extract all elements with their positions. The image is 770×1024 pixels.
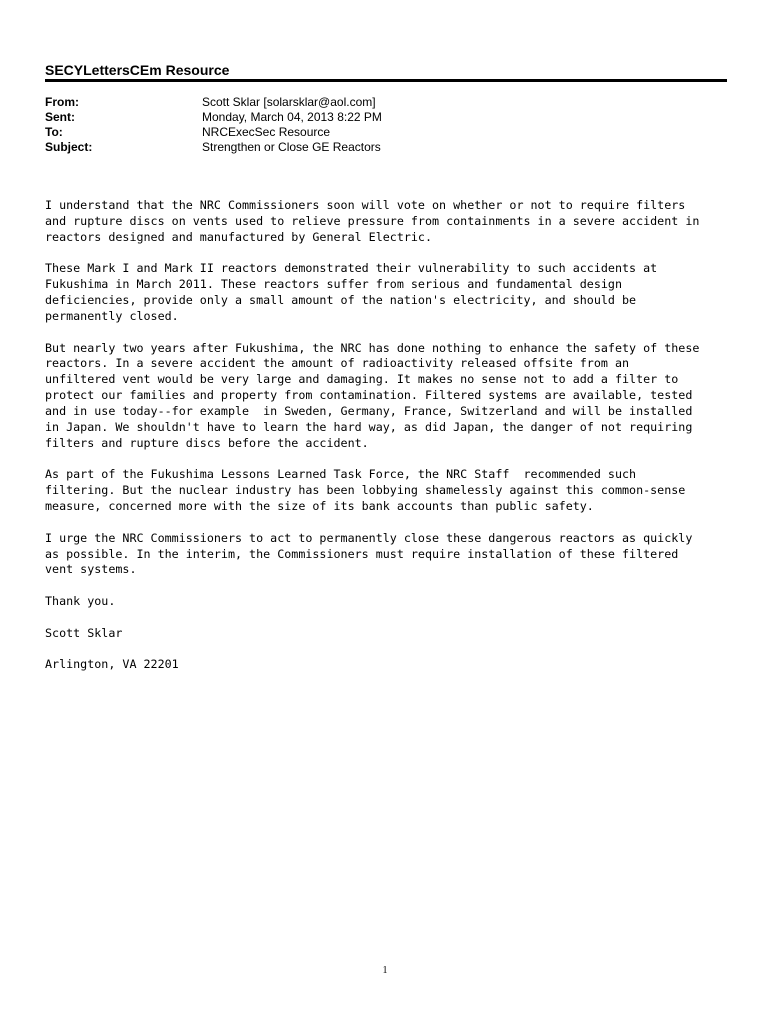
from-value: Scott Sklar [solarsklar@aol.com] (202, 95, 376, 109)
body-paragraph-intro: I understand that the NRC Commissioners soon will vote on whether or not to require filters and rupture discs on vents used to relieve pressure from containments in a severe accident in reactors designed and manufactured by General Electric. (45, 198, 700, 244)
body-signature-location: Arlington, VA 22201 (45, 657, 179, 672)
body-signature-name: Scott Sklar (45, 625, 123, 640)
header-row-subject (45, 140, 382, 155)
body-paragraph-fukushima: But nearly two years after Fukushima, the NRC has done nothing to enhance the safety of these reactors. In a severe accident the amount of radioactivity released offsite from an unfiltered vent would be very large and damaging. It makes no sense not to add a filter to protect our families and property from contamination. Filtered systems are available, tested and in use today--for example in Sweden, Germany, France, Switzerland and will be installed in Japan. We shouldn't have to learn the hard way, as did Japan, the danger of not requiring filters and rupture discs before the accident. (45, 340, 700, 450)
from-label: From: (45, 95, 79, 109)
header-row-to (45, 125, 382, 140)
message-body (45, 198, 745, 689)
body-closing-thanks: Thank you. (45, 594, 116, 609)
to-label: To: (45, 125, 63, 139)
body-paragraph-urge: I urge the NRC Commissioners to act to permanently close these dangerous reactors as quickly as possible. In the interim, the Commissioners must require installation of these filtered vent systems. (45, 530, 693, 577)
page-number: 1 (382, 965, 388, 976)
title-divider (45, 79, 727, 82)
body-paragraph-reactors: These Mark I and Mark II reactors demonstrated their vulnerability to such accidents at Fukushima in March 2011. These reactors suffer from serious and fundamental design deficiencies, provide only a small amount of the nation's electricity, and should be permanently closed. (45, 261, 658, 323)
page-title: SECYLettersCEm Resource (45, 62, 230, 78)
sent-value: Monday, March 04, 2013 8:22 PM (202, 110, 382, 124)
sent-label: Sent: (45, 110, 75, 124)
to-value: NRCExecSec Resource (202, 125, 331, 139)
header-row-from (45, 95, 382, 110)
subject-value: Strengthen or Close GE Reactors (202, 140, 381, 154)
email-header (45, 95, 382, 155)
header-row-sent (45, 110, 382, 125)
subject-label: Subject: (45, 140, 93, 154)
body-paragraph-task-force: As part of the Fukushima Lessons Learned Task Force, the NRC Staff recommended such filtering. But the nuclear industry has been lobbying shamelessly against this common-sense measure, concerned more with the size of its bank accounts than public safety. (45, 467, 686, 514)
